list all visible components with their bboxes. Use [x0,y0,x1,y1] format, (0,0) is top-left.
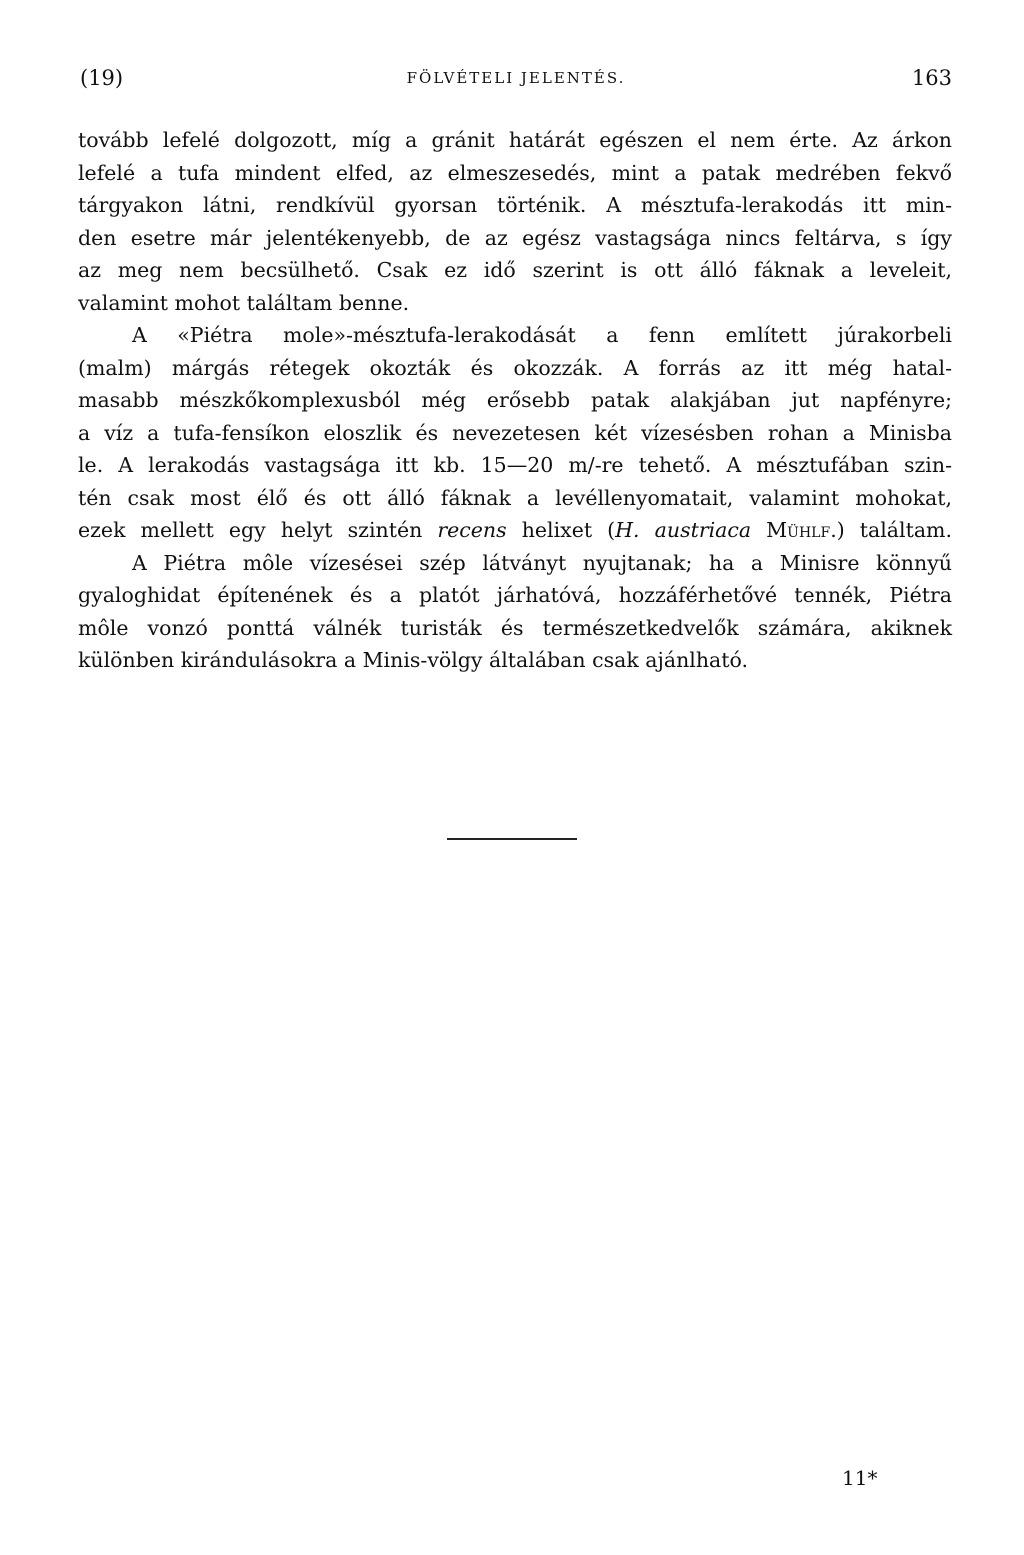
page-number: 163 [911,66,952,90]
text-line: (malm) márgás rétegek okozták és okozzák. A forrás az itt még hatal- [78,355,952,380]
paragraph-3 [78,547,952,677]
text-line: a víz a tufa-fensíkon eloszlik és nevezetesen két vízesésben rohan a Minisba [78,420,952,445]
text-line: môle vonzó ponttá válnék turisták és természetkedvelők számára, akiknek [78,615,952,640]
text-line: masabb mészkőkomplexusból még erősebb patak alakjában jut napfényre; [78,388,952,412]
body-text [78,124,952,677]
text-line: tárgyakon látni, rendkívül gyorsan történik. A mésztufa-lerakodás itt min- [78,193,952,217]
text-line: tén csak most élő és ott álló fáknak a levéllenyomatait, valamint mohokat, [78,485,952,510]
text-line: gyaloghidat építenének és a platót járhatóvá, hozzáférhetővé tennék, Piétra [78,583,952,607]
italic-term: recens [437,518,507,542]
text-line: különben kirándulásokra a Minis-völgy általában csak ajánlható. [78,648,748,672]
text-line: az meg nem becsülhető. Csak ez idő szerint is ott álló fáknak a leveleit, [78,258,952,282]
text-line: lefelé a tufa mindent elfed, az elmeszesedés, mint a patak medrében fekvő [78,160,952,185]
signature-mark: 11* [842,1466,878,1490]
paragraph-2 [78,319,952,547]
running-header [80,66,952,96]
italic-species: H. austriaca [615,518,752,542]
paragraph-1 [78,124,952,319]
text-run: ezek mellett egy helyt szintén [78,518,438,542]
text-line-mixed [78,514,952,547]
text-line: den esetre már jelentékenyebb, de az egész vastagsága nincs feltárva, s így [78,225,952,250]
section-divider [447,838,577,840]
author-name: Mühlf. [751,518,837,542]
text-line: tovább lefelé dolgozott, míg a gránit határát egészen el nem érte. Az árkon [78,128,952,152]
text-run: ) találtam. [836,518,953,542]
section-number: (19) [80,66,124,90]
text-line: le. A lerakodás vastagsága itt kb. 15—20 m/-re tehető. A mésztufában szin- [78,453,952,477]
text-line: A «Piétra mole»-mésztufa-lerakodását a fenn említett júrakorbeli [132,323,952,347]
text-line: A Piétra môle vízesései szép látványt nyujtanak; ha a Minisre könnyű [132,550,952,575]
text-line: valamint mohot találtam benne. [78,290,410,315]
running-title: FÖLVÉTELI JELENTÉS. [406,69,626,87]
text-run: helixet ( [506,518,616,542]
